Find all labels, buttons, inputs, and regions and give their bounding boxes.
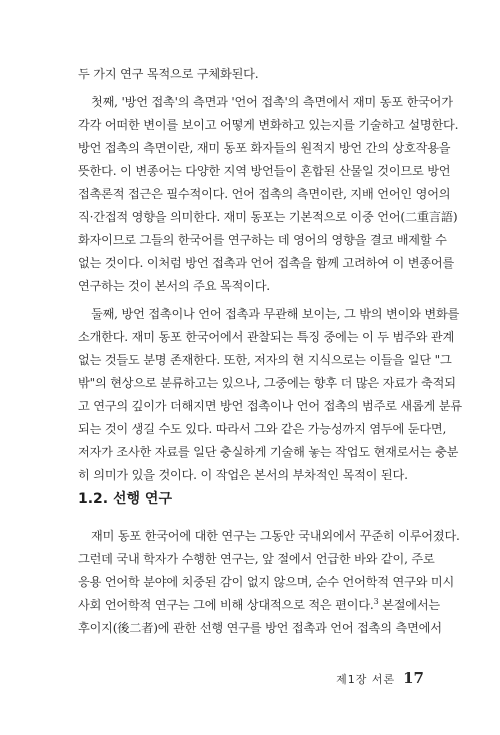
body-line: 각각 어떠한 변이를 보이고 어떻게 변화하고 있는지를 기술하고 설명한다. xyxy=(78,118,459,132)
body-line: 히 의미가 있을 것이다. 이 작업은 본서의 부차적인 목적이 된다. xyxy=(78,468,408,482)
body-line: 밖"의 현상으로 분류하고는 있으나, 그중에는 향후 더 많은 자료가 축적되 xyxy=(78,376,456,390)
body-line: 접촉론적 접근은 필수적이다. 언어 접촉의 측면이란, 지배 언어인 영어의 xyxy=(78,187,451,201)
line-text: 사회 언어학적 연구는 그에 비해 상대적으로 적은 편이다. xyxy=(78,598,374,612)
page-number: 17 xyxy=(403,669,424,687)
line-text: 본절에서는 xyxy=(378,598,441,612)
body-line: 연구하는 것이 본서의 주요 목적이다. xyxy=(78,279,270,293)
body-line: 소개한다. 재미 동포 한국어에서 관찰되는 특징 중에는 이 두 범주와 관계 xyxy=(78,330,455,344)
page-footer xyxy=(336,669,424,687)
body-line: 응용 언어학 분야에 치중된 감이 없지 않으며, 순수 언어학적 연구와 미시 xyxy=(78,575,455,589)
body-line: 방언 접촉의 측면이란, 재미 동포 화자들의 원적지 방언 간의 상호작용을 xyxy=(78,141,451,155)
body-line: 둘째, 방언 접촉이나 언어 접촉과 무관해 보이는, 그 밖의 변이와 변화를 xyxy=(91,307,460,321)
body-line: 첫째, '방언 접촉'의 측면과 '언어 접촉'의 측면에서 재미 동포 한국어가 xyxy=(91,95,453,109)
body-line: 후이지(後二者)에 관한 선행 연구를 방언 접촉과 언어 접촉의 측면에서 xyxy=(78,621,442,635)
body-line: 재미 동포 한국어에 대한 연구는 그동안 국내외에서 꾸준히 이루어졌다. xyxy=(91,529,460,543)
body-line: 없는 것들도 분명 존재한다. 또한, 저자의 현 지식으로는 이들을 일단 "그 xyxy=(78,353,452,367)
body-line: 직·간접적 영향을 의미한다. 재미 동포는 기본적으로 이중 언어(二重言語) xyxy=(78,210,458,224)
body-line: 고 연구의 깊이가 더해지면 방언 접촉이나 언어 접촉의 범주로 새롭게 분류 xyxy=(78,399,462,413)
body-line-with-footnote xyxy=(78,596,441,613)
running-footer-chapter: 제1장 서론 xyxy=(336,673,396,686)
body-line: 그런데 국내 학자가 수행한 연구는, 앞 절에서 언급한 바와 같이, 주로 xyxy=(78,552,435,566)
body-line: 없는 것이다. 이처럼 방언 접촉과 언어 접촉을 함께 고려하여 이 변종어를 xyxy=(78,256,455,270)
body-line: 되는 것이 생길 수도 있다. 따라서 그와 같은 가능성까지 염두에 둔다면, xyxy=(78,422,447,436)
section-heading: 1.2. 선행 연구 xyxy=(78,491,172,507)
body-line: 저자가 조사한 자료를 일단 충실하게 기술해 놓는 작업도 현재로서는 충분 xyxy=(78,445,459,459)
footnote-marker[interactable]: 3 xyxy=(373,596,379,606)
body-line: 두 가지 연구 목적으로 구체화된다. xyxy=(78,67,259,81)
body-line: 뜻한다. 이 변종어는 다양한 지역 방언들이 혼합된 산물일 것이므로 방언 xyxy=(78,164,451,178)
body-line: 화자이므로 그들의 한국어를 연구하는 데 영어의 영향을 결코 배제할 수 xyxy=(78,233,447,247)
